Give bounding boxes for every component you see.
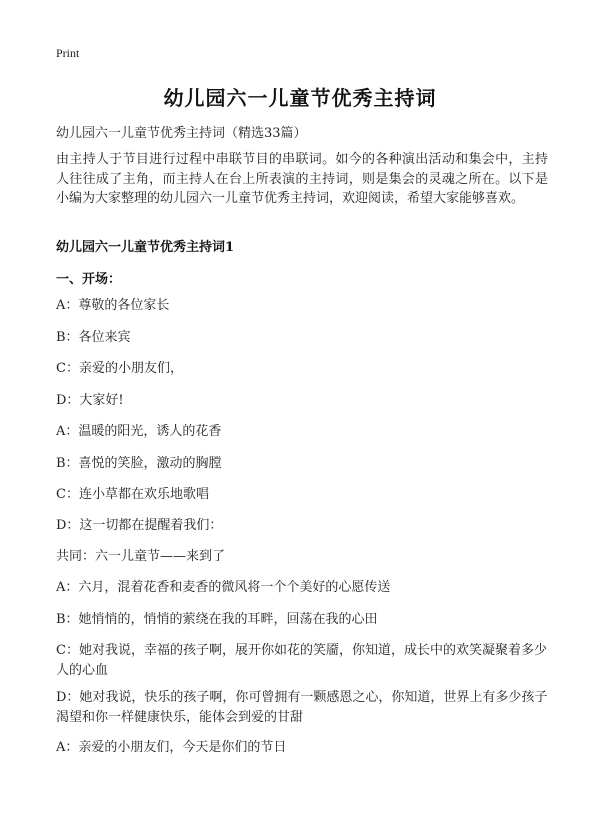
- script-line: D：她对我说，快乐的孩子啊，你可曾拥有一颗感恩之心，你知道，世界上有多少孩子渴望和你一样健康快乐，能体会到爱的甘甜: [56, 690, 548, 725]
- script-line: D：大家好!: [56, 393, 124, 408]
- part-title: 一、开场：: [56, 272, 122, 287]
- script-line: A：温暖的阳光，诱人的花香: [56, 424, 222, 439]
- print-label[interactable]: Print: [56, 46, 80, 60]
- intro-paragraph: 由主持人于节目进行过程中串联节目的串联词。如今的各种演出活动和集会中，主持人往往成了主角，而主持人在台上所表演的主持词，则是集会的灵魂之所在。以下是小编为大家整理的幼儿园六一儿童节优秀主持词，欢迎阅读，希望大家能够喜欢。: [56, 152, 548, 206]
- script-line: B：喜悦的笑脸，激动的胸膛: [56, 456, 222, 471]
- script-line: B：各位来宾: [56, 330, 131, 345]
- script-line: B：她悄悄的，悄悄的萦绕在我的耳畔，回荡在我的心田: [56, 612, 378, 627]
- script-line: C：连小草都在欢乐地歌唱: [56, 487, 209, 502]
- script-line: A：尊敬的各位家长: [56, 298, 170, 313]
- document-title: 幼儿园六一儿童节优秀主持词: [163, 86, 437, 110]
- script-line: C：她对我说，幸福的孩子啊，展开你如花的笑靥，你知道，成长中的欢笑凝聚着多少人的心血: [56, 643, 547, 678]
- script-line: A：六月，混着花香和麦香的微风将一个个美好的心愿传送: [56, 580, 391, 595]
- section-title: 幼儿园六一儿童节优秀主持词1: [56, 240, 235, 255]
- script-line: D：这一切都在提醒着我们：: [56, 518, 223, 533]
- script-line: 共同：六一儿童节——来到了: [56, 549, 226, 564]
- script-line: C：亲爱的小朋友们，: [56, 361, 183, 376]
- script-line: A：亲爱的小朋友们，今天是你们的节日: [56, 740, 287, 755]
- document-subtitle: 幼儿园六一儿童节优秀主持词（精选33篇）: [56, 126, 307, 141]
